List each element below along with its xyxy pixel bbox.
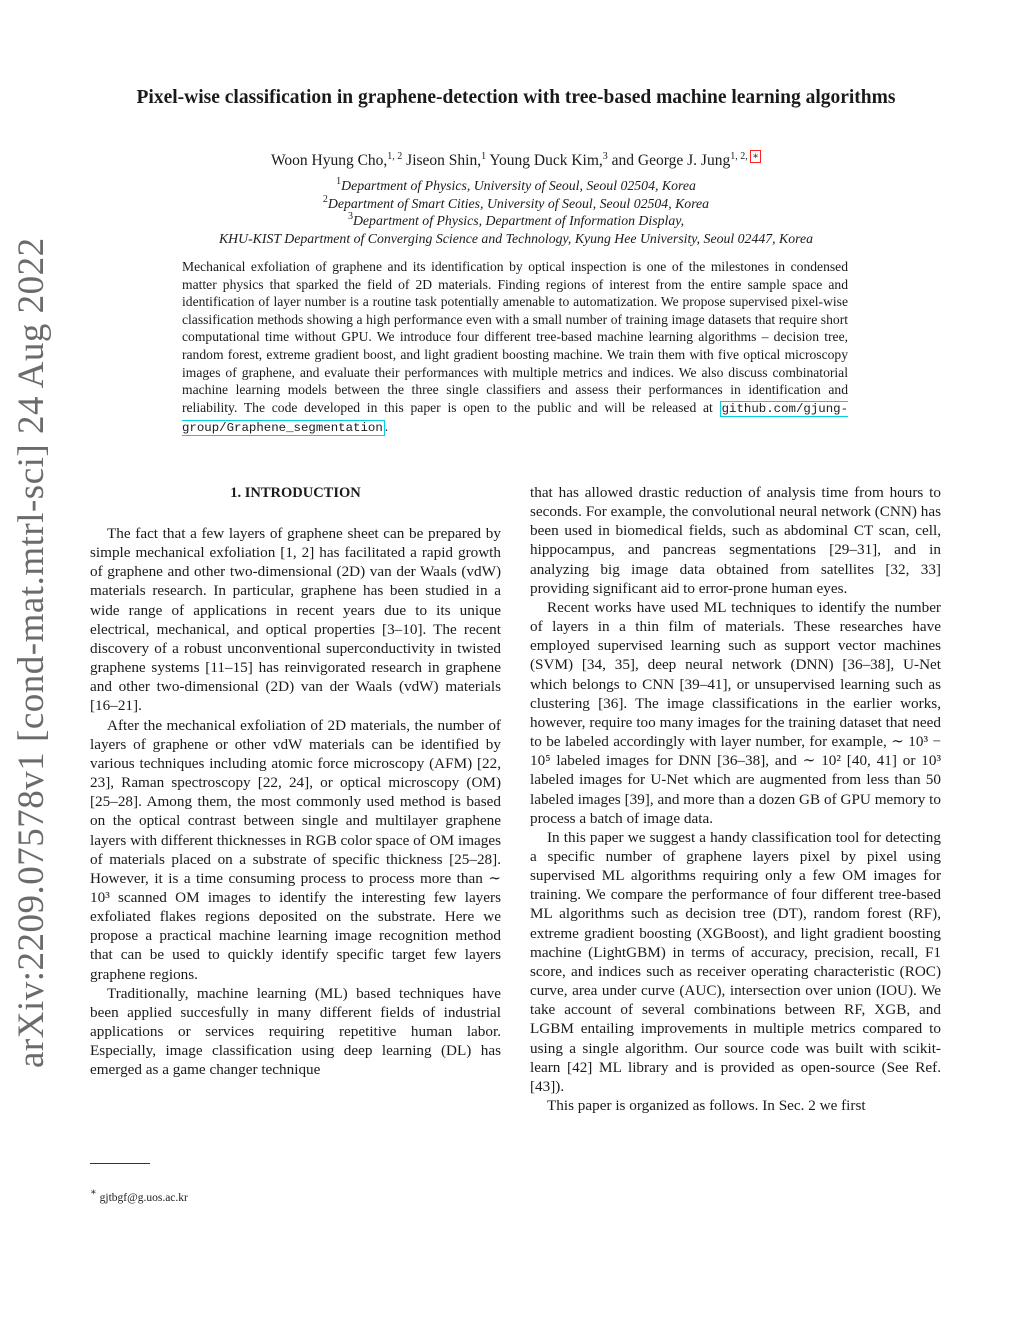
abstract-text: Mechanical exfoliation of graphene and its identification by optical inspection is one of the milestones in condensed matter physics that sparked the field of 2D materials. Finding regions of interest from the entire sample space and identification of layer number is a routine task potentially amenable to automatization. We propose supervised pixel-wise classification methods showing a high performance even with a small number of training image datasets that require short computational time without GPU. We introduce four different tree-based machine learning algorithms – decision tree, random forest, extreme gradient boost, and light gradient boosting machine. We train them with five optical microscopy images of graphene, and evaluate their performances with multiple metrics and indices. We also discuss combinatorial machine learning models between the three single classifiers and assess their performances in identification and reliability. The code developed in this paper is open to the public and will be released at [182, 259, 848, 415]
footnote-divider [90, 1163, 150, 1164]
right-column [530, 483, 941, 1115]
author-affil-mark: 1, 2 [387, 151, 403, 162]
author-name: Young Duck Kim, [486, 152, 603, 169]
code-repository-link[interactable]: github.com/gjung-group/Graphene_segmentation [182, 401, 848, 436]
left-column [90, 483, 501, 1080]
corresponding-author-link[interactable]: ∗ [752, 151, 759, 162]
affiliation-line: $^2$Department of Smart Cities, University of Seoul, Seoul 02504, Korea [322, 193, 710, 211]
author-affil-mark: 1, 2, ∗ [730, 151, 759, 162]
body-paragraph: The fact that a few layers of graphene sheet can be prepared by simple mechanical exfoliation [1, 2] has facilitated a rapid growth of graphene and other two-dimensional (2D) van der Waals (vdW) materials research. In particular, graphene has been studied in a wide range of applications in recent years due to its unique electrical, mechanical, and optical properties [3–10]. The recent discovery of a robust unconventional superconductivity in twisted graphene systems [11–15] has reinvigorated research in graphene and other two-dimensional (2D) van der Waals (vdW) materials [16–21]. [90, 525, 501, 715]
paper-title: Pixel-wise classification in graphene-detection with tree-based machine learning algorithms [136, 87, 896, 108]
body-paragraph: After the mechanical exfoliation of 2D materials, the number of layers of graphene or other vdW materials can be identified by various techniques including atomic force microscopy (AFM) [22, 23], Raman spectroscopy [22, 24], or optical microscopy (OM) [25–28]. Among them, the most commonly used method is based on the optical contrast between single and multilayer graphene layers with different thicknesses in RGB color space of OM images of materials placed on a substrate of specific thickness [25–28]. However, it is a time consuming process to process more than ∼ 10³ scanned OM images to identify the interesting few layers exfoliated flakes regions deposited on the substrate. Here we propose a practical machine learning image recognition method that can be used to quickly identify specific target few layers graphene regions. [90, 716, 501, 983]
author-affil-mark: 1 [481, 151, 487, 162]
author-name: Jiseon Shin, [402, 152, 482, 169]
footnote-email: gjtbgf@g.uos.ac.kr [96, 1192, 188, 1204]
abstract: Mechanical exfoliation of graphene and its identification by optical inspection is one of the milestones in condensed matter physics that sparked the field of 2D materials. Finding regions of interest from the entire sample space and identification of layer number is a routine task potentially amenable to automatization. We propose supervised pixel-wise classification methods showing a high performance even with a small number of training image datasets that require short computational time without GPU. We introduce four different tree-based machine learning algorithms – decision tree, random forest, extreme gradient boost, and light gradient boosting machine. We train them with five optical microscopy images of graphene, and evaluate their performances with multiple metrics and indices. We also discuss combinatorial machine learning models between the three single classifiers and assess their performances in identification and reliability. The code developed in this paper is open to the public and will be released at github.com/gjung-group/Graphene_segmentation . [182, 259, 848, 436]
body-paragraph: Recent works have used ML techniques to identify the number of layers in a thin film of materials. These researches have employed supervised learning such as support vector machines (SVM) [34, 35], deep neural network (DNN) [36–38], U-Net which belongs to CNN [39–41], or unsupervised learning such as clustering [36]. The image classifications in the earlier works, however, require too many images for the training dataset that need to be labeled accordingly with layer number, for example, ∼ 10³ − 10⁵ labeled images for DNN [36–38], and ∼ 10² [40, 41] or 10³ labeled images for U-Net which are augmented from less than 50 labeled images [39], and more than a dozen GB of GPU memory to process a batch of image data. [530, 598, 941, 827]
body-paragraph: This paper is organized as follows. In Sec. 2 we first [547, 1097, 866, 1114]
author-list [110, 151, 922, 171]
affiliation-line: KHU-KIST Department of Converging Science and Technology, Kyung Hee University, Seoul 02447, Korea [218, 230, 814, 246]
section-heading: 1. INTRODUCTION [230, 485, 361, 501]
footnote-mark: ∗ [90, 1187, 97, 1198]
arxiv-identifier: arXiv:2209.07578v1 [cond-mat.mtrl-sci] 24 Aug 2022 [11, 237, 52, 1068]
body-paragraph: Traditionally, machine learning (ML) based techniques have been applied succesfully in many different fields of industrial applications or services requiring repetitive human labor. Especially, image classification using deep learning (DL) has emerged as a game changer technique [90, 984, 501, 1079]
footnote [90, 1187, 188, 1205]
body-paragraph: In this paper we suggest a handy classification tool for detecting a specific number of graphene layers pixel by pixel using supervised ML algorithms requiring only a few OM images for training. We compare the performance of four different tree-based ML algorithms such as decision tree (DT), random forest (RF), extreme gradient boosting (XGBoost), and light gradient boosting machine (LightGBM) in terms of accuracy, precision, recall, F1 score, and indices such as receiver operating characteristic (ROC) curve, area under curve (AUC), intersection over union (IOU). We take account of several combinations between RF, XGB, and LGBM entailing improvements in multiple metrics compared to using a single algorithm. Our source code was built with scikit-learn [42] ML library and is provided as open-source (See Ref. [43]). [530, 828, 941, 1095]
author-name: Woon Hyung Cho, [270, 152, 388, 169]
affiliation-line: $^3$Department of Physics, Department of Information Display, [347, 211, 685, 229]
author-name: and George J. Jung [607, 152, 731, 169]
affiliation-line: $^1$Department of Physics, University of Seoul, Seoul 02504, Korea [336, 176, 696, 193]
author-affil-mark: 3 [602, 151, 608, 162]
affiliation-list [110, 177, 922, 247]
body-paragraph: that has allowed drastic reduction of analysis time from hours to seconds. For example, the convolutional neural network (CNN) has been used in biomedical fields, such as abdominal CT scan, cell, hippocampus, and pancreas segmentations [29–31], and in analyzing big image data obtained from satellites [32, 33] providing significant aid to error-prone human eyes. [530, 484, 941, 597]
